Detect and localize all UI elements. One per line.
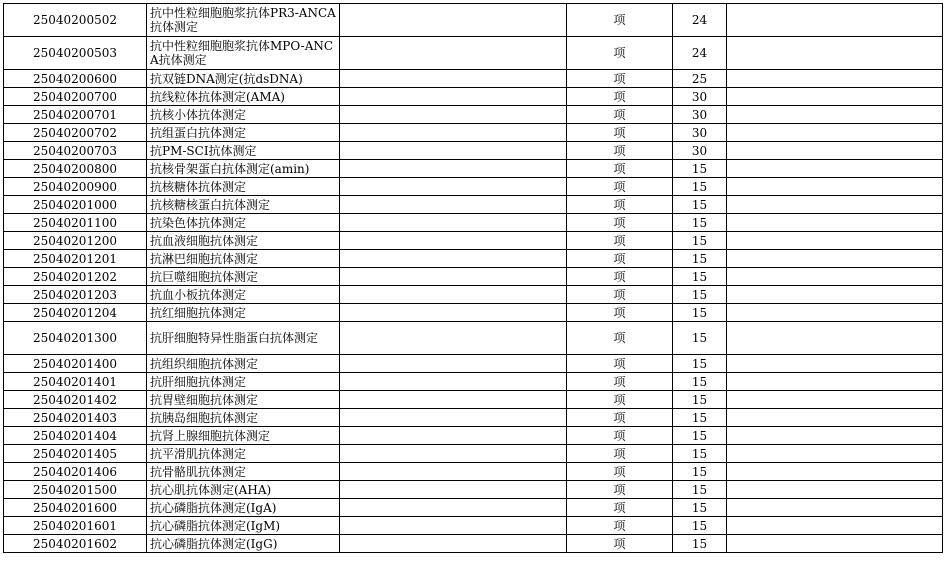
table-row: [4, 196, 943, 214]
item-code-cell: 25040201404: [4, 427, 147, 445]
item-name-cell: 抗肝细胞特异性脂蛋白抗体测定: [147, 322, 340, 355]
note-cell: [727, 178, 943, 196]
note-cell: [727, 88, 943, 106]
unit-cell: 项: [567, 427, 673, 445]
price-cell: 15: [673, 409, 727, 427]
price-cell: 15: [673, 196, 727, 214]
note-cell: [727, 250, 943, 268]
content-cell: [340, 409, 567, 427]
unit-cell: 项: [567, 481, 673, 499]
unit-cell: 项: [567, 70, 673, 88]
item-code-cell: 25040201402: [4, 391, 147, 409]
table-row: [4, 4, 943, 37]
unit-cell: 项: [567, 463, 673, 481]
content-cell: [340, 178, 567, 196]
item-name-cell: 抗双链DNA测定(抗dsDNA): [147, 70, 340, 88]
content-cell: [340, 106, 567, 124]
table-row: [4, 304, 943, 322]
note-cell: [727, 322, 943, 355]
price-cell: 30: [673, 88, 727, 106]
item-code-cell: 25040200700: [4, 88, 147, 106]
note-cell: [727, 481, 943, 499]
item-name-cell: 抗肾上腺细胞抗体测定: [147, 427, 340, 445]
price-cell: 15: [673, 517, 727, 535]
unit-cell: 项: [567, 409, 673, 427]
price-cell: 15: [673, 250, 727, 268]
content-cell: [340, 88, 567, 106]
price-cell: 15: [673, 373, 727, 391]
unit-cell: 项: [567, 391, 673, 409]
item-name-cell: 抗胰岛细胞抗体测定: [147, 409, 340, 427]
item-code-cell: 25040200503: [4, 37, 147, 70]
fee-table-body: [4, 4, 943, 553]
unit-cell: 项: [567, 4, 673, 37]
content-cell: [340, 304, 567, 322]
unit-cell: 项: [567, 373, 673, 391]
item-code-cell: 25040200702: [4, 124, 147, 142]
table-row: [4, 517, 943, 535]
price-cell: 15: [673, 535, 727, 553]
item-code-cell: 25040201200: [4, 232, 147, 250]
item-name-cell: 抗核骨架蛋白抗体测定(amin): [147, 160, 340, 178]
table-row: [4, 214, 943, 232]
price-cell: 15: [673, 322, 727, 355]
unit-cell: 项: [567, 499, 673, 517]
item-code-cell: 25040201406: [4, 463, 147, 481]
price-cell: 15: [673, 481, 727, 499]
note-cell: [727, 124, 943, 142]
item-code-cell: 25040201204: [4, 304, 147, 322]
note-cell: [727, 142, 943, 160]
table-row: [4, 124, 943, 142]
item-code-cell: 25040200800: [4, 160, 147, 178]
note-cell: [727, 391, 943, 409]
price-cell: 24: [673, 37, 727, 70]
unit-cell: 项: [567, 196, 673, 214]
table-row: [4, 445, 943, 463]
note-cell: [727, 160, 943, 178]
table-row: [4, 409, 943, 427]
item-code-cell: 25040201401: [4, 373, 147, 391]
table-row: [4, 37, 943, 70]
unit-cell: 项: [567, 355, 673, 373]
unit-cell: 项: [567, 142, 673, 160]
content-cell: [340, 286, 567, 304]
price-cell: 15: [673, 445, 727, 463]
item-code-cell: 25040201201: [4, 250, 147, 268]
item-name-cell: 抗骨骼肌抗体测定: [147, 463, 340, 481]
unit-cell: 项: [567, 322, 673, 355]
item-name-cell: 抗巨噬细胞抗体测定: [147, 268, 340, 286]
item-code-cell: 25040201405: [4, 445, 147, 463]
price-cell: 15: [673, 304, 727, 322]
price-cell: 15: [673, 355, 727, 373]
note-cell: [727, 304, 943, 322]
table-row: [4, 535, 943, 553]
note-cell: [727, 499, 943, 517]
table-row: [4, 427, 943, 445]
price-cell: 25: [673, 70, 727, 88]
unit-cell: 项: [567, 160, 673, 178]
fee-table: [3, 3, 943, 553]
note-cell: [727, 445, 943, 463]
price-cell: 15: [673, 427, 727, 445]
note-cell: [727, 427, 943, 445]
content-cell: [340, 142, 567, 160]
price-cell: 15: [673, 499, 727, 517]
item-name-cell: 抗组织细胞抗体测定: [147, 355, 340, 373]
unit-cell: 项: [567, 178, 673, 196]
price-cell: 15: [673, 232, 727, 250]
unit-cell: 项: [567, 124, 673, 142]
note-cell: [727, 409, 943, 427]
table-row: [4, 268, 943, 286]
table-row: [4, 322, 943, 355]
table-row: [4, 355, 943, 373]
content-cell: [340, 445, 567, 463]
item-code-cell: 25040201300: [4, 322, 147, 355]
unit-cell: 项: [567, 286, 673, 304]
item-name-cell: 抗血小板抗体测定: [147, 286, 340, 304]
item-code-cell: 25040201601: [4, 517, 147, 535]
note-cell: [727, 373, 943, 391]
note-cell: [727, 214, 943, 232]
table-row: [4, 373, 943, 391]
table-row: [4, 160, 943, 178]
item-name-cell: 抗中性粒细胞胞浆抗体MPO-ANCA抗体测定: [147, 37, 340, 70]
note-cell: [727, 4, 943, 37]
item-code-cell: 25040201000: [4, 196, 147, 214]
content-cell: [340, 124, 567, 142]
content-cell: [340, 499, 567, 517]
item-name-cell: 抗淋巴细胞抗体测定: [147, 250, 340, 268]
unit-cell: 项: [567, 214, 673, 232]
content-cell: [340, 4, 567, 37]
price-cell: 24: [673, 4, 727, 37]
item-name-cell: 抗核糖核蛋白抗体测定: [147, 196, 340, 214]
item-name-cell: 抗PM-SCI抗体测定: [147, 142, 340, 160]
item-name-cell: 抗中性粒细胞胞浆抗体PR3-ANCA抗体测定: [147, 4, 340, 37]
table-row: [4, 232, 943, 250]
note-cell: [727, 463, 943, 481]
item-name-cell: 抗核小体抗体测定: [147, 106, 340, 124]
item-name-cell: 抗肝细胞抗体测定: [147, 373, 340, 391]
unit-cell: 项: [567, 106, 673, 124]
item-name-cell: 抗心肌抗体测定(AHA): [147, 481, 340, 499]
note-cell: [727, 517, 943, 535]
item-name-cell: 抗心磷脂抗体测定(IgA): [147, 499, 340, 517]
content-cell: [340, 373, 567, 391]
price-cell: 15: [673, 268, 727, 286]
item-code-cell: 25040201100: [4, 214, 147, 232]
item-name-cell: 抗血液细胞抗体测定: [147, 232, 340, 250]
table-row: [4, 391, 943, 409]
item-code-cell: 25040201600: [4, 499, 147, 517]
price-cell: 15: [673, 391, 727, 409]
content-cell: [340, 160, 567, 178]
content-cell: [340, 391, 567, 409]
note-cell: [727, 286, 943, 304]
price-cell: 15: [673, 160, 727, 178]
unit-cell: 项: [567, 304, 673, 322]
content-cell: [340, 250, 567, 268]
content-cell: [340, 322, 567, 355]
content-cell: [340, 463, 567, 481]
item-name-cell: 抗胃壁细胞抗体测定: [147, 391, 340, 409]
table-row: [4, 286, 943, 304]
unit-cell: 项: [567, 535, 673, 553]
item-code-cell: 25040200900: [4, 178, 147, 196]
note-cell: [727, 355, 943, 373]
content-cell: [340, 70, 567, 88]
table-row: [4, 250, 943, 268]
content-cell: [340, 427, 567, 445]
content-cell: [340, 517, 567, 535]
table-row: [4, 481, 943, 499]
price-cell: 30: [673, 106, 727, 124]
unit-cell: 项: [567, 250, 673, 268]
table-row: [4, 88, 943, 106]
content-cell: [340, 481, 567, 499]
content-cell: [340, 232, 567, 250]
table-row: [4, 463, 943, 481]
item-name-cell: 抗线粒体抗体测定(AMA): [147, 88, 340, 106]
item-code-cell: 25040200701: [4, 106, 147, 124]
table-row: [4, 178, 943, 196]
item-code-cell: 25040201400: [4, 355, 147, 373]
item-code-cell: 25040201500: [4, 481, 147, 499]
note-cell: [727, 70, 943, 88]
unit-cell: 项: [567, 37, 673, 70]
table-row: [4, 142, 943, 160]
price-cell: 15: [673, 178, 727, 196]
content-cell: [340, 196, 567, 214]
item-code-cell: 25040201203: [4, 286, 147, 304]
unit-cell: 项: [567, 268, 673, 286]
note-cell: [727, 535, 943, 553]
price-cell: 30: [673, 142, 727, 160]
item-code-cell: 25040201403: [4, 409, 147, 427]
price-cell: 15: [673, 286, 727, 304]
content-cell: [340, 37, 567, 70]
content-cell: [340, 535, 567, 553]
item-name-cell: 抗红细胞抗体测定: [147, 304, 340, 322]
item-code-cell: 25040201202: [4, 268, 147, 286]
item-name-cell: 抗心磷脂抗体测定(IgG): [147, 535, 340, 553]
note-cell: [727, 106, 943, 124]
table-row: [4, 70, 943, 88]
price-cell: 15: [673, 463, 727, 481]
item-name-cell: 抗心磷脂抗体测定(IgM): [147, 517, 340, 535]
item-code-cell: 25040200703: [4, 142, 147, 160]
table-row: [4, 106, 943, 124]
item-name-cell: 抗平滑肌抗体测定: [147, 445, 340, 463]
item-code-cell: 25040200600: [4, 70, 147, 88]
note-cell: [727, 268, 943, 286]
item-name-cell: 抗组蛋白抗体测定: [147, 124, 340, 142]
table-row: [4, 499, 943, 517]
unit-cell: 项: [567, 232, 673, 250]
price-cell: 30: [673, 124, 727, 142]
content-cell: [340, 355, 567, 373]
item-code-cell: 25040200502: [4, 4, 147, 37]
item-name-cell: 抗染色体抗体测定: [147, 214, 340, 232]
note-cell: [727, 196, 943, 214]
content-cell: [340, 214, 567, 232]
note-cell: [727, 232, 943, 250]
note-cell: [727, 37, 943, 70]
item-code-cell: 25040201602: [4, 535, 147, 553]
unit-cell: 项: [567, 445, 673, 463]
item-name-cell: 抗核糖体抗体测定: [147, 178, 340, 196]
price-cell: 15: [673, 214, 727, 232]
unit-cell: 项: [567, 88, 673, 106]
content-cell: [340, 268, 567, 286]
unit-cell: 项: [567, 517, 673, 535]
